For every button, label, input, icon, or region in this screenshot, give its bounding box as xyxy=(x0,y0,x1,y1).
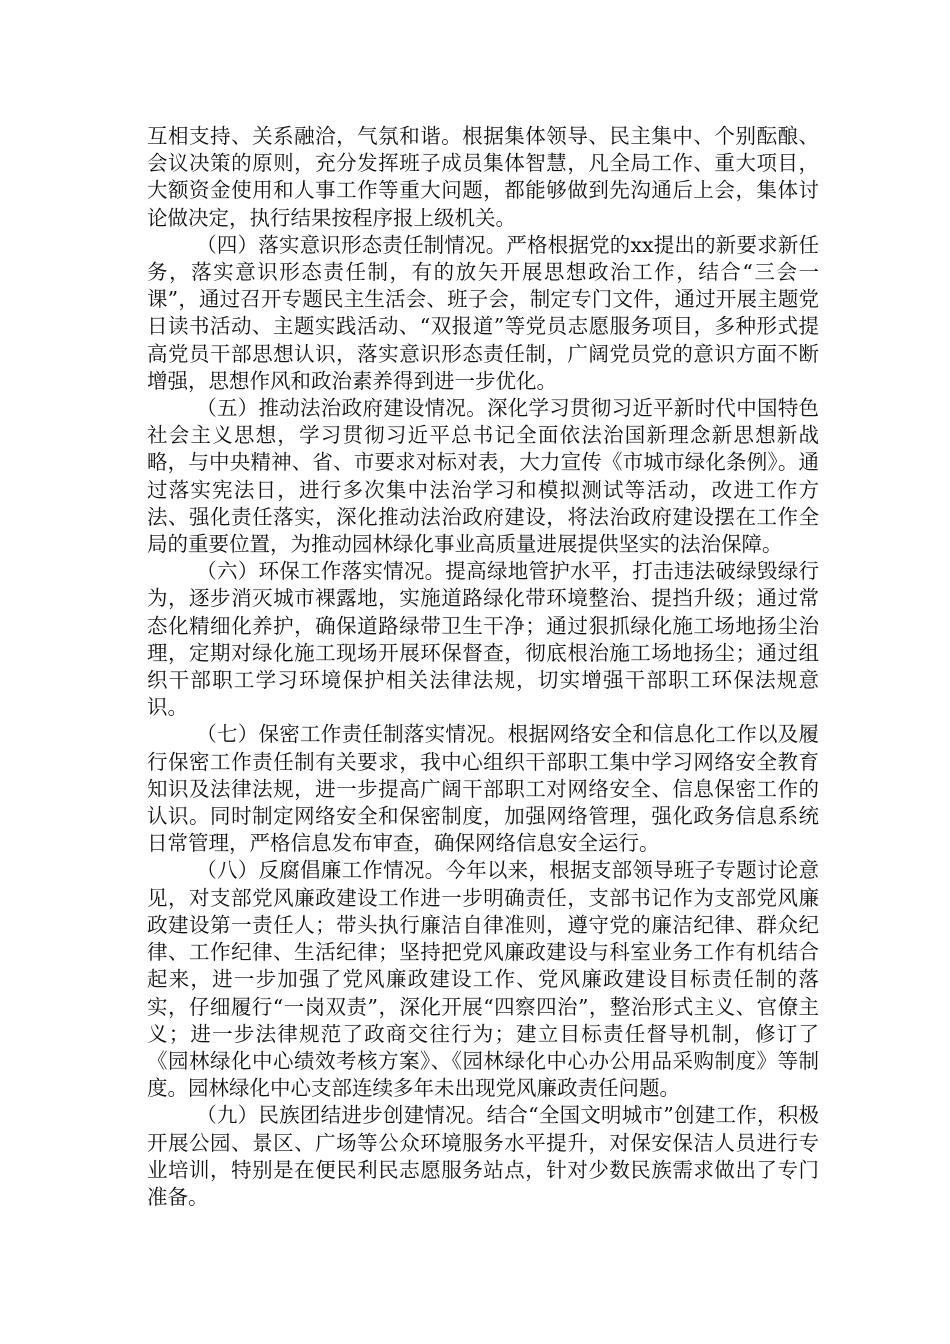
paragraph-anti-corruption: （八）反腐倡廉工作情况。今年以来，根据支部领导班子专题讨论意见，对支部党风廉政建设工作进一步明确责任，支部书记作为支部党风廉政建设第一责任人；带头执行廉洁自律准则，遵守党的廉洁纪律、群众纪律、工作纪律、生活纪律；坚持把党风廉政建设与科室业务工作有机结合起来，进一步加强了党风廉政建设工作、党风廉政建设目标责任制的落实，仔细履行“一岗双责”，深化开展“四察四治”，整治形式主义、官僚主义；进一步法律规范了政商交往行为；建立目标责任督导机制，修订了《园林绿化中心绩效考核方案》、《园林绿化中心办公用品采购制度》等制度。园林绿化中心支部连续多年未出现党风廉政责任问题。 xyxy=(147,858,819,1101)
paragraph-rule-of-law: （五）推动法治政府建设情况。深化学习贯彻习近平新时代中国特色社会主义思想，学习贯彻习近平总书记全面依法治国新理念新思想新战略，与中央精神、省、市要求对标对表，大力宣传《市城市绿化条例》。通过落实宪法日，进行多次集中法治学习和模拟测试等活动，改进工作方法、强化责任落实，深化推动法治政府建设，将法治政府建设摆在工作全局的重要位置，为推动园林绿化事业高质量进展提供坚实的法治保障。 xyxy=(147,396,819,557)
paragraph-ethnic-unity: （九）民族团结进步创建情况。结合“全国文明城市”创建工作，积极开展公园、景区、广场等公众环境服务水平提升，对保安保洁人员进行专业培训，特别是在便民利民志愿服务站点，针对少数民族需求做出了专门准备。 xyxy=(147,1103,819,1209)
paragraph-confidentiality: （七）保密工作责任制落实情况。根据网络安全和信息化工作以及履行保密工作责任制有关要求，我中心组织干部职工集中学习网络安全教育知识及法律法规，进一步提高广阔干部职工对网络安全、信息保密工作的认识。同时制定网络安全和保密制度，加强网络管理，强化政务信息系统日常管理，严格信息发布审查，确保网络信息安全运行。 xyxy=(147,722,819,856)
paragraph-environmental-protection: （六）环保工作落实情况。提高绿地管护水平，打击违法破绿毁绿行为，逐步消灭城市裸露地，实施道路绿化带环境整治、提挡升级；通过常态化精细化养护，确保道路绿带卫生干净；通过狠抓绿化施工场地扬尘治理，定期对绿化施工现场开展环保督查，彻底根治施工场地扬尘；通过组织干部职工学习环境保护相关法律法规，切实增强干部职工环保法规意识。 xyxy=(147,559,819,720)
document-page xyxy=(147,123,819,1211)
paragraph-ideology-responsibility: （四）落实意识形态责任制情况。严格根据党的xx提出的新要求新任务，落实意识形态责任制，有的放矢开展思想政治工作，结合“三会一课”，通过召开专题民主生活会、班子会，制定专门文件，通过开展主题党日读书活动、主题实践活动、“双报道”等党员志愿服务项目，多种形式提高党员干部思想认识，落实意识形态责任制，广阔党员党的意识方面不断增强，思想作风和政治素养得到进一步优化。 xyxy=(147,232,819,393)
paragraph-continuation: 互相支持、关系融洽，气氛和谐。根据集体领导、民主集中、个别酝酿、会议决策的原则，充分发挥班子成员集体智慧，凡全局工作、重大项目，大额资金使用和人事工作等重大问题，都能够做到先沟通后上会，集体讨论做决定，执行结果按程序报上级机关。 xyxy=(147,124,819,230)
